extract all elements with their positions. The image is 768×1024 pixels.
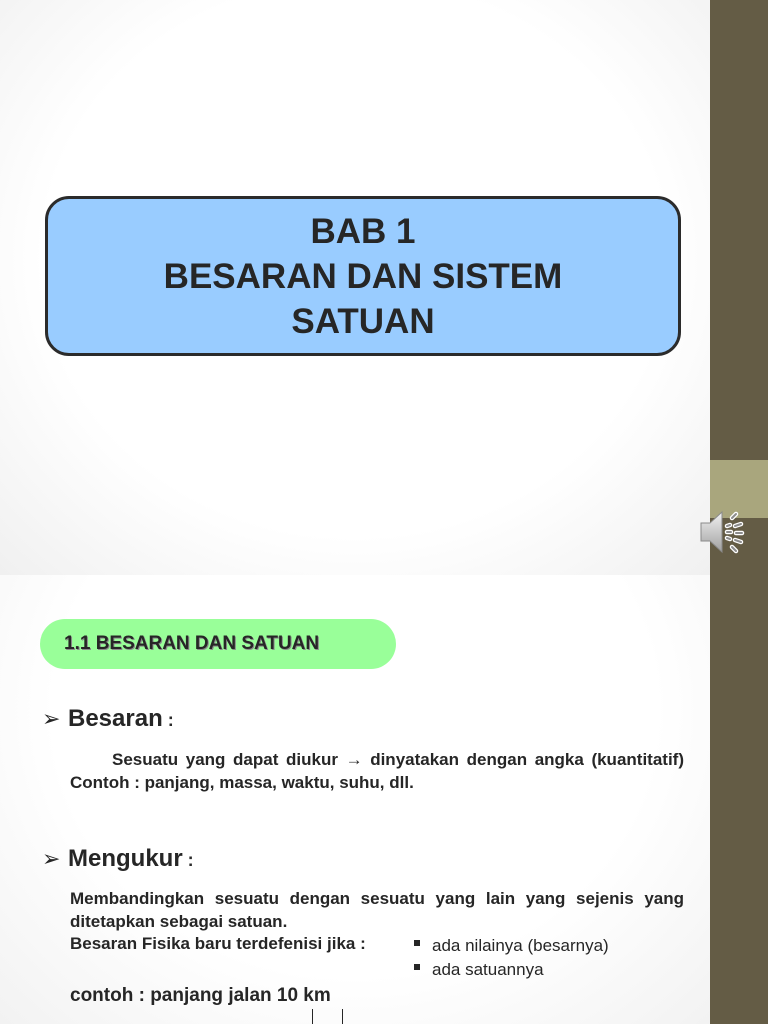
condition-list bbox=[414, 934, 609, 982]
square-bullet-icon bbox=[414, 940, 420, 946]
mengukur-heading: Mengukur bbox=[68, 845, 183, 872]
condition-text: ada nilainya (besarnya) bbox=[432, 936, 609, 955]
arrowhead-bullet-icon: ➢ bbox=[42, 706, 61, 731]
list-item bbox=[414, 934, 609, 958]
chapter-title-line-2: SATUAN bbox=[291, 301, 435, 341]
mengukur-bullet bbox=[42, 845, 194, 873]
square-bullet-icon bbox=[414, 964, 420, 970]
arrow-right-icon: → bbox=[345, 750, 363, 769]
besaran-heading: Besaran bbox=[68, 705, 163, 732]
speaker-icon[interactable] bbox=[697, 506, 753, 558]
besaran-text-1: Sesuatu yang dapat diukur bbox=[112, 750, 338, 769]
list-item bbox=[414, 958, 609, 982]
condition-text: ada satuannya bbox=[432, 960, 544, 979]
mengukur-colon: : bbox=[187, 850, 194, 870]
content-slide bbox=[0, 575, 710, 1024]
example-text: contoh : panjang jalan 10 km bbox=[70, 985, 331, 1006]
bracket-tick bbox=[342, 1009, 343, 1024]
besaran-colon: : bbox=[167, 710, 174, 730]
mengukur-definition: Membandingkan sesuatu dengan sesuatu yang lain yang sejenis yang ditetapkan sebagai satuan. bbox=[70, 889, 684, 931]
chapter-title-line-1: BESARAN DAN SISTEM bbox=[163, 256, 563, 296]
section-heading-pill bbox=[40, 619, 396, 669]
besaran-bullet bbox=[42, 705, 174, 733]
condition-label: Besaran Fisika baru terdefenisi jika : bbox=[70, 934, 366, 953]
chapter-label: BAB 1 bbox=[310, 211, 416, 251]
section-heading: 1.1 BESARAN DAN SATUAN bbox=[64, 633, 320, 654]
bracket-tick bbox=[312, 1009, 313, 1024]
besaran-text-2: dinyatakan dengan angka (kuantitatif) Contoh : panjang, massa, waktu, suhu, dll. bbox=[70, 750, 684, 792]
title-box bbox=[45, 196, 681, 356]
besaran-definition bbox=[70, 748, 684, 794]
arrowhead-bullet-icon: ➢ bbox=[42, 846, 61, 871]
